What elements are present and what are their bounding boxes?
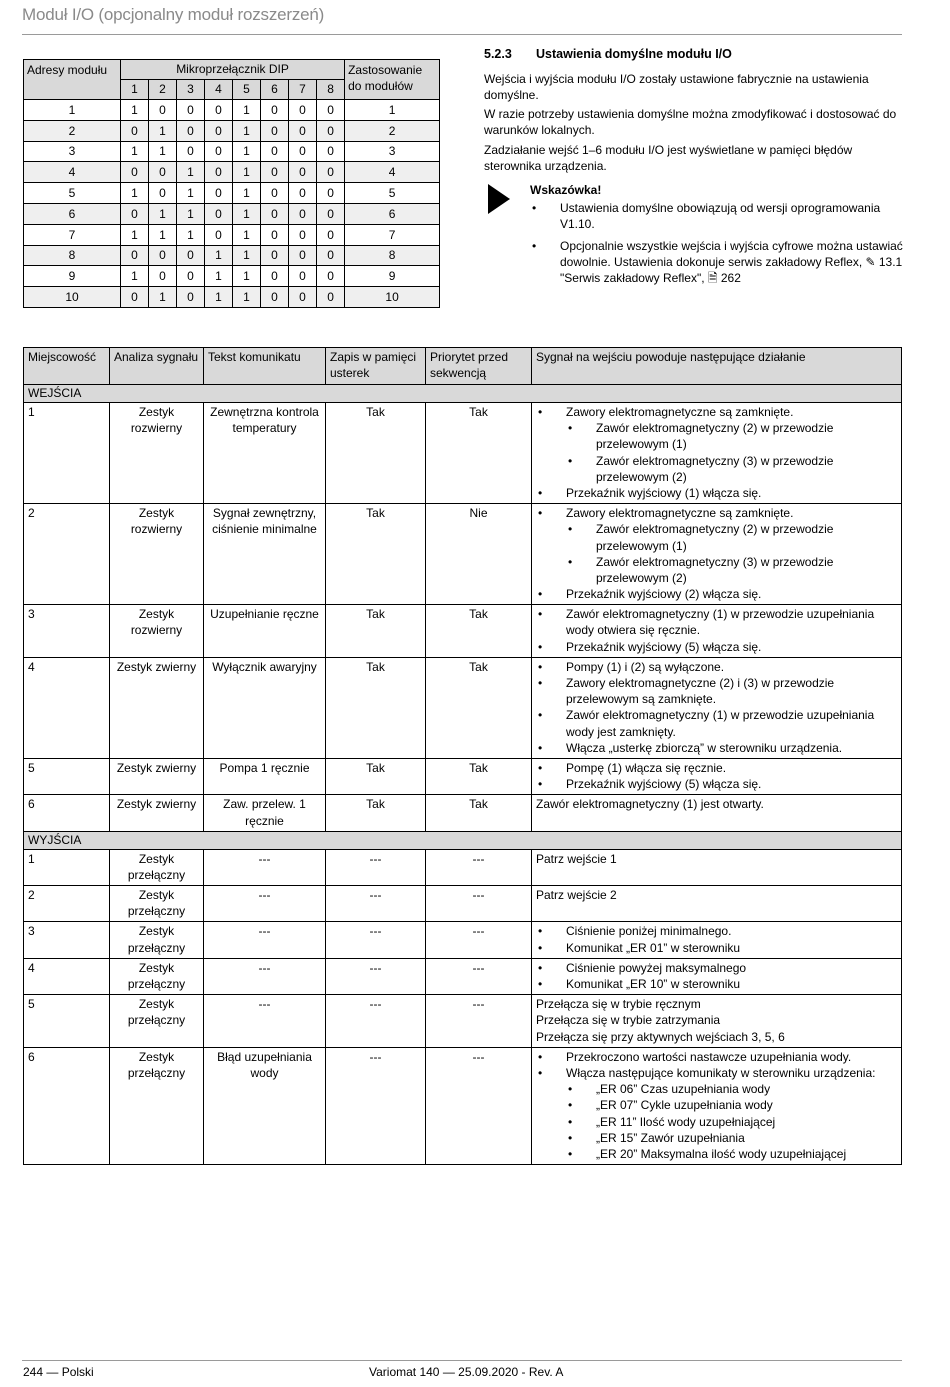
dip-cell-switch: 0 bbox=[289, 183, 317, 204]
action-item: • Zawory elektromagnetyczne są zamknięte. • Zawór elektromagnetyczny (2) w przewodzie przelewowym (1) • Zawór elektromagnetyczny (3) w przewodzie przelewowym (2) bbox=[536, 505, 897, 586]
table-row bbox=[24, 795, 902, 831]
cell-analysis: Zestyk rozwierny bbox=[110, 403, 204, 504]
dip-cell-address: 7 bbox=[24, 224, 121, 245]
dip-cell-address: 6 bbox=[24, 203, 121, 224]
dip-cell-switch: 0 bbox=[261, 183, 289, 204]
dip-cell-switch: 0 bbox=[289, 141, 317, 162]
dip-cell-switch: 0 bbox=[205, 183, 233, 204]
dip-table-row bbox=[24, 141, 440, 162]
dip-table-row bbox=[24, 162, 440, 183]
dip-cell-switch: 1 bbox=[121, 141, 149, 162]
dip-cell-switch: 0 bbox=[317, 203, 345, 224]
dip-cell-switch: 0 bbox=[177, 100, 205, 121]
cell-priority: --- bbox=[426, 922, 532, 958]
dip-cell-switch: 0 bbox=[317, 183, 345, 204]
dip-cell-switch: 0 bbox=[317, 120, 345, 141]
cell-priority: --- bbox=[426, 1047, 532, 1164]
dip-cell-switch: 0 bbox=[289, 100, 317, 121]
dip-header-address: Adresy modułu bbox=[24, 60, 121, 100]
dip-cell-switch: 1 bbox=[121, 224, 149, 245]
group-outputs-label: WYJŚCIA bbox=[24, 831, 902, 849]
cell-priority: --- bbox=[426, 995, 532, 1048]
cell-priority: Tak bbox=[426, 758, 532, 794]
footer-page-info: 244 — Polski bbox=[23, 1365, 94, 1379]
dip-cell-usage: 8 bbox=[345, 245, 440, 266]
dip-cell-switch: 1 bbox=[205, 287, 233, 308]
dip-cell-address: 10 bbox=[24, 287, 121, 308]
dip-cell-switch: 0 bbox=[261, 203, 289, 224]
table-row bbox=[24, 1047, 902, 1164]
col-header-memory: Zapis w pamięci usterek bbox=[326, 348, 426, 385]
dip-cell-switch: 0 bbox=[121, 203, 149, 224]
dip-cell-switch: 0 bbox=[205, 100, 233, 121]
cell-message: Sygnał zewnętrzny, ciśnienie minimalne bbox=[204, 504, 326, 605]
action-item: • Zawór elektromagnetyczny (1) w przewodzie uzupełniania wody jest zamknięty. bbox=[536, 707, 897, 739]
col-header-priority: Priorytet przed sekwencją bbox=[426, 348, 532, 385]
dip-cell-address: 3 bbox=[24, 141, 121, 162]
dip-cell-switch: 0 bbox=[149, 266, 177, 287]
dip-cell-switch: 0 bbox=[261, 245, 289, 266]
dip-cell-switch: 0 bbox=[289, 203, 317, 224]
dip-cell-usage: 7 bbox=[345, 224, 440, 245]
note-item: • Ustawienia domyślne obowiązują od wersji oprogramowania V1.10. bbox=[530, 200, 904, 232]
dip-cell-address: 2 bbox=[24, 120, 121, 141]
col-header-action: Sygnał na wejściu powoduje następujące działanie bbox=[532, 348, 902, 385]
dip-cell-usage: 10 bbox=[345, 287, 440, 308]
action-line: Przełącza się przy aktywnych wejściach 3, 5, 6 bbox=[536, 1029, 785, 1044]
cell-memory: --- bbox=[326, 1047, 426, 1164]
action-subitem: • „ER 07” Cykle uzupełniania wody bbox=[566, 1097, 897, 1113]
note-body bbox=[530, 182, 904, 291]
dip-number: 3 bbox=[177, 80, 205, 100]
dip-header-usage: Zastosowanie do modułów bbox=[345, 60, 440, 100]
cell-place: 4 bbox=[24, 657, 110, 758]
dip-cell-switch: 0 bbox=[261, 120, 289, 141]
dip-cell-switch: 0 bbox=[317, 266, 345, 287]
cell-analysis: Zestyk zwierny bbox=[110, 657, 204, 758]
cell-memory: Tak bbox=[326, 758, 426, 794]
cell-memory: --- bbox=[326, 995, 426, 1048]
io-signals-table bbox=[23, 347, 902, 1165]
action-subitem: • „ER 06” Czas uzupełniania wody bbox=[566, 1081, 897, 1097]
dip-cell-switch: 0 bbox=[177, 245, 205, 266]
dip-cell-switch: 1 bbox=[149, 120, 177, 141]
dip-cell-switch: 0 bbox=[205, 162, 233, 183]
cell-action: Patrz wejście 1 bbox=[532, 849, 902, 885]
dip-cell-switch: 1 bbox=[205, 266, 233, 287]
cell-message: Zewnętrzna kontrola temperatury bbox=[204, 403, 326, 504]
dip-cell-switch: 0 bbox=[121, 162, 149, 183]
dip-number: 2 bbox=[149, 80, 177, 100]
table-row bbox=[24, 504, 902, 605]
action-line: Przełącza się w trybie ręcznym bbox=[536, 997, 701, 1012]
cell-message: --- bbox=[204, 849, 326, 885]
dip-cell-usage: 5 bbox=[345, 183, 440, 204]
dip-table-body bbox=[24, 100, 440, 308]
cell-place: 2 bbox=[24, 886, 110, 922]
cell-action: Zawór elektromagnetyczny (1) jest otwarty. bbox=[532, 795, 902, 831]
dip-cell-switch: 1 bbox=[233, 120, 261, 141]
group-inputs-label: WEJŚCIA bbox=[24, 385, 902, 403]
cell-message: --- bbox=[204, 922, 326, 958]
dip-cell-switch: 0 bbox=[317, 162, 345, 183]
action-item: • Komunikat „ER 10” w sterowniku bbox=[536, 976, 897, 992]
dip-table-row bbox=[24, 224, 440, 245]
cell-action bbox=[532, 995, 902, 1048]
dip-cell-switch: 0 bbox=[289, 287, 317, 308]
dip-cell-switch: 0 bbox=[317, 141, 345, 162]
dip-cell-address: 4 bbox=[24, 162, 121, 183]
dip-cell-switch: 0 bbox=[149, 100, 177, 121]
action-item: • Zawory elektromagnetyczne (2) i (3) w przewodzie przelewowym są zamknięte. bbox=[536, 675, 897, 707]
dip-cell-usage: 9 bbox=[345, 266, 440, 287]
cell-analysis: Zestyk zwierny bbox=[110, 758, 204, 794]
section-number: 5.2.3 bbox=[484, 47, 512, 61]
table-row bbox=[24, 922, 902, 958]
dip-cell-switch: 0 bbox=[177, 141, 205, 162]
dip-table-row bbox=[24, 120, 440, 141]
dip-cell-switch: 0 bbox=[289, 266, 317, 287]
section-heading bbox=[484, 46, 904, 63]
note-title: Wskazówka! bbox=[530, 183, 602, 197]
note-arrow-icon bbox=[488, 184, 510, 214]
dip-cell-usage: 1 bbox=[345, 100, 440, 121]
dip-cell-switch: 1 bbox=[121, 100, 149, 121]
dip-cell-switch: 0 bbox=[317, 100, 345, 121]
cell-place: 4 bbox=[24, 958, 110, 994]
dip-cell-switch: 0 bbox=[205, 203, 233, 224]
dip-cell-address: 9 bbox=[24, 266, 121, 287]
table-row bbox=[24, 995, 902, 1048]
dip-cell-switch: 0 bbox=[261, 100, 289, 121]
action-subitem: • Zawór elektromagnetyczny (3) w przewodzie przelewowym (2) bbox=[566, 554, 897, 586]
cell-analysis: Zestyk rozwierny bbox=[110, 504, 204, 605]
cell-analysis: Zestyk przełączny bbox=[110, 922, 204, 958]
dip-cell-switch: 1 bbox=[121, 266, 149, 287]
cell-memory: Tak bbox=[326, 504, 426, 605]
action-item: • Zawory elektromagnetyczne są zamknięte. • Zawór elektromagnetyczny (2) w przewodzie przelewowym (1) • Zawór elektromagnetyczny (3) w przewodzie przelewowym (2) bbox=[536, 404, 897, 485]
cell-priority: Tak bbox=[426, 605, 532, 658]
col-header-place: Miejscowość bbox=[24, 348, 110, 385]
action-item: • Zawór elektromagnetyczny (1) w przewodzie uzupełniania wody otwiera się ręcznie. bbox=[536, 606, 897, 638]
dip-cell-switch: 1 bbox=[233, 266, 261, 287]
action-subitem: • „ER 15” Zawór uzupełniania bbox=[566, 1130, 897, 1146]
cell-memory: --- bbox=[326, 922, 426, 958]
cell-priority: Tak bbox=[426, 795, 532, 831]
dip-cell-switch: 0 bbox=[317, 287, 345, 308]
cell-priority: --- bbox=[426, 886, 532, 922]
dip-cell-usage: 2 bbox=[345, 120, 440, 141]
dip-cell-switch: 1 bbox=[233, 141, 261, 162]
col-header-message: Tekst komunikatu bbox=[204, 348, 326, 385]
action-item: • Przekaźnik wyjściowy (1) włącza się. bbox=[536, 485, 897, 501]
dip-cell-address: 1 bbox=[24, 100, 121, 121]
action-item: • Przekroczono wartości nastawcze uzupełniania wody. bbox=[536, 1049, 897, 1065]
dip-cell-switch: 1 bbox=[121, 183, 149, 204]
cell-analysis: Zestyk przełączny bbox=[110, 958, 204, 994]
cell-memory: --- bbox=[326, 886, 426, 922]
action-item: • Ciśnienie poniżej minimalnego. bbox=[536, 923, 897, 939]
cell-message: --- bbox=[204, 995, 326, 1048]
action-subitem: • Zawór elektromagnetyczny (2) w przewodzie przelewowym (1) bbox=[566, 521, 897, 553]
dip-header-switch: Mikroprzełącznik DIP bbox=[121, 60, 345, 80]
cell-memory: Tak bbox=[326, 795, 426, 831]
cell-place: 2 bbox=[24, 504, 110, 605]
cell-message: --- bbox=[204, 958, 326, 994]
dip-cell-switch: 0 bbox=[149, 162, 177, 183]
dip-cell-switch: 0 bbox=[177, 266, 205, 287]
dip-cell-switch: 1 bbox=[233, 287, 261, 308]
cell-memory: Tak bbox=[326, 605, 426, 658]
cell-place: 6 bbox=[24, 1047, 110, 1164]
dip-cell-switch: 1 bbox=[233, 245, 261, 266]
dip-cell-switch: 0 bbox=[121, 245, 149, 266]
page-header-title: Moduł I/O (opcjonalny moduł rozszerzeń) bbox=[22, 5, 325, 24]
dip-cell-switch: 1 bbox=[177, 183, 205, 204]
dip-cell-switch: 0 bbox=[317, 245, 345, 266]
footer-document-info: Variomat 140 — 25.09.2020 - Rev. A bbox=[369, 1365, 564, 1379]
table-row bbox=[24, 657, 902, 758]
dip-cell-switch: 1 bbox=[149, 287, 177, 308]
section-paragraph: W razie potrzeby ustawienia domyślne można zmodyfikować i dostosować do warunków lokalnych. bbox=[484, 107, 897, 138]
dip-cell-switch: 1 bbox=[233, 203, 261, 224]
dip-cell-switch: 1 bbox=[177, 224, 205, 245]
cell-place: 3 bbox=[24, 922, 110, 958]
dip-cell-switch: 1 bbox=[205, 245, 233, 266]
dip-cell-switch: 1 bbox=[149, 224, 177, 245]
dip-cell-switch: 1 bbox=[149, 203, 177, 224]
table-row bbox=[24, 403, 902, 504]
cell-action bbox=[532, 1047, 902, 1164]
dip-table-row bbox=[24, 203, 440, 224]
dip-cell-switch: 0 bbox=[261, 287, 289, 308]
table-row bbox=[24, 605, 902, 658]
dip-cell-switch: 0 bbox=[261, 266, 289, 287]
default-settings-section bbox=[484, 46, 904, 291]
dip-table-row bbox=[24, 100, 440, 121]
dip-cell-usage: 3 bbox=[345, 141, 440, 162]
note-list bbox=[530, 200, 904, 286]
dip-number: 1 bbox=[121, 80, 149, 100]
cell-message: Uzupełnianie ręczne bbox=[204, 605, 326, 658]
cell-analysis: Zestyk zwierny bbox=[110, 795, 204, 831]
section-title: Ustawienia domyślne modułu I/O bbox=[536, 47, 732, 61]
footer-divider bbox=[22, 1360, 902, 1361]
action-item: • Przekaźnik wyjściowy (5) włącza się. bbox=[536, 776, 897, 792]
action-item: • Pompę (1) włącza się ręcznie. bbox=[536, 760, 897, 776]
dip-cell-usage: 4 bbox=[345, 162, 440, 183]
dip-cell-switch: 0 bbox=[149, 183, 177, 204]
cell-action: Patrz wejście 2 bbox=[532, 886, 902, 922]
cell-message: Błąd uzupełniania wody bbox=[204, 1047, 326, 1164]
action-line: Przełącza się w trybie zatrzymania bbox=[536, 1013, 721, 1028]
cell-priority: --- bbox=[426, 958, 532, 994]
dip-cell-switch: 0 bbox=[261, 162, 289, 183]
cell-priority: Tak bbox=[426, 657, 532, 758]
dip-table-row bbox=[24, 183, 440, 204]
cell-place: 3 bbox=[24, 605, 110, 658]
cell-analysis: Zestyk przełączny bbox=[110, 886, 204, 922]
cell-analysis: Zestyk przełączny bbox=[110, 1047, 204, 1164]
dip-cell-switch: 1 bbox=[233, 100, 261, 121]
dip-cell-switch: 1 bbox=[233, 224, 261, 245]
dip-table-row bbox=[24, 287, 440, 308]
action-item: • Przekaźnik wyjściowy (5) włącza się. bbox=[536, 639, 897, 655]
dip-cell-switch: 0 bbox=[205, 141, 233, 162]
col-header-analysis: Analiza sygnału bbox=[110, 348, 204, 385]
cell-action bbox=[532, 958, 902, 994]
section-paragraph: Zadziałanie wejść 1–6 modułu I/O jest wyświetlane w pamięci błędów sterownika urządzenia. bbox=[484, 142, 853, 173]
action-item: • Włącza następujące komunikaty w sterowniku urządzenia: • „ER 06” Czas uzupełniania wody • „ER 07” Cykle uzupełniania wody • „ER 11” Ilość wody uzupełniającej • „ER 15” Zawór uzupełniania • „ER 20” Maksymalna ilość wody uzupełniającej bbox=[536, 1065, 897, 1162]
cell-action bbox=[532, 605, 902, 658]
dip-cell-switch: 1 bbox=[233, 162, 261, 183]
table-row bbox=[24, 849, 902, 885]
dip-cell-usage: 6 bbox=[345, 203, 440, 224]
cell-action bbox=[532, 403, 902, 504]
cell-priority: Nie bbox=[426, 504, 532, 605]
cell-place: 1 bbox=[24, 403, 110, 504]
dip-cell-switch: 1 bbox=[149, 141, 177, 162]
dip-table-row bbox=[24, 245, 440, 266]
dip-cell-switch: 0 bbox=[121, 287, 149, 308]
dip-cell-switch: 0 bbox=[289, 120, 317, 141]
section-paragraph: Wejścia i wyjścia modułu I/O zostały ustawione fabrycznie na ustawienia domyślne. bbox=[484, 71, 869, 103]
cell-analysis: Zestyk przełączny bbox=[110, 995, 204, 1048]
table-row bbox=[24, 758, 902, 794]
cell-action bbox=[532, 504, 902, 605]
dip-cell-switch: 0 bbox=[121, 120, 149, 141]
cell-action bbox=[532, 922, 902, 958]
dip-cell-switch: 0 bbox=[261, 224, 289, 245]
cell-memory: Tak bbox=[326, 403, 426, 504]
cell-message: Wyłącznik awaryjny bbox=[204, 657, 326, 758]
cell-memory: --- bbox=[326, 849, 426, 885]
dip-cell-address: 8 bbox=[24, 245, 121, 266]
dip-number: 7 bbox=[289, 80, 317, 100]
cell-place: 5 bbox=[24, 758, 110, 794]
action-subitem: • „ER 20” Maksymalna ilość wody uzupełniającej bbox=[566, 1146, 897, 1162]
action-item: • Przekaźnik wyjściowy (2) włącza się. bbox=[536, 586, 897, 602]
table-row bbox=[24, 958, 902, 994]
action-subitem: • Zawór elektromagnetyczny (2) w przewodzie przelewowym (1) bbox=[566, 420, 897, 452]
dip-number: 4 bbox=[205, 80, 233, 100]
cell-place: 6 bbox=[24, 795, 110, 831]
dip-cell-switch: 0 bbox=[289, 245, 317, 266]
cell-memory: Tak bbox=[326, 657, 426, 758]
action-subitem: • Zawór elektromagnetyczny (3) w przewodzie przelewowym (2) bbox=[566, 453, 897, 485]
action-item: • Komunikat „ER 01” w sterowniku bbox=[536, 940, 897, 956]
cell-message: Pompa 1 ręcznie bbox=[204, 758, 326, 794]
dip-cell-switch: 0 bbox=[177, 120, 205, 141]
dip-number: 5 bbox=[233, 80, 261, 100]
dip-cell-switch: 0 bbox=[289, 162, 317, 183]
table-row bbox=[24, 886, 902, 922]
dip-cell-address: 5 bbox=[24, 183, 121, 204]
action-item: • Pompy (1) i (2) są wyłączone. bbox=[536, 659, 897, 675]
cell-message: --- bbox=[204, 886, 326, 922]
cell-message: Zaw. przelew. 1 ręcznie bbox=[204, 795, 326, 831]
cell-place: 5 bbox=[24, 995, 110, 1048]
cell-analysis: Zestyk rozwierny bbox=[110, 605, 204, 658]
action-subitem: • „ER 11” Ilość wody uzupełniającej bbox=[566, 1114, 897, 1130]
header-divider bbox=[22, 34, 902, 35]
note-item: • Opcjonalnie wszystkie wejścia i wyjścia cyfrowe można ustawiać dowolnie. Ustawienia dokonuje serwis zakładowy Reflex, ✎ 13.1 "Serwis zakładowy Reflex", 🗎 262 bbox=[530, 238, 904, 287]
dip-cell-switch: 0 bbox=[317, 224, 345, 245]
cell-action bbox=[532, 758, 902, 794]
dip-cell-switch: 0 bbox=[205, 120, 233, 141]
dip-table-row bbox=[24, 266, 440, 287]
cell-place: 1 bbox=[24, 849, 110, 885]
cell-memory: --- bbox=[326, 958, 426, 994]
dip-cell-switch: 0 bbox=[205, 224, 233, 245]
cell-action bbox=[532, 657, 902, 758]
cell-priority: Tak bbox=[426, 403, 532, 504]
action-item: • Włącza „usterkę zbiorczą” w sterowniku urządzenia. bbox=[536, 740, 897, 756]
dip-cell-switch: 0 bbox=[177, 287, 205, 308]
dip-cell-switch: 1 bbox=[177, 203, 205, 224]
action-item: • Ciśnienie powyżej maksymalnego bbox=[536, 960, 897, 976]
dip-switch-table bbox=[23, 59, 440, 308]
dip-number: 6 bbox=[261, 80, 289, 100]
dip-cell-switch: 0 bbox=[149, 245, 177, 266]
dip-cell-switch: 1 bbox=[177, 162, 205, 183]
dip-cell-switch: 1 bbox=[233, 183, 261, 204]
dip-cell-switch: 0 bbox=[261, 141, 289, 162]
dip-cell-switch: 0 bbox=[289, 224, 317, 245]
cell-priority: --- bbox=[426, 849, 532, 885]
cell-analysis: Zestyk przełączny bbox=[110, 849, 204, 885]
note-box bbox=[484, 182, 904, 291]
dip-number: 8 bbox=[317, 80, 345, 100]
